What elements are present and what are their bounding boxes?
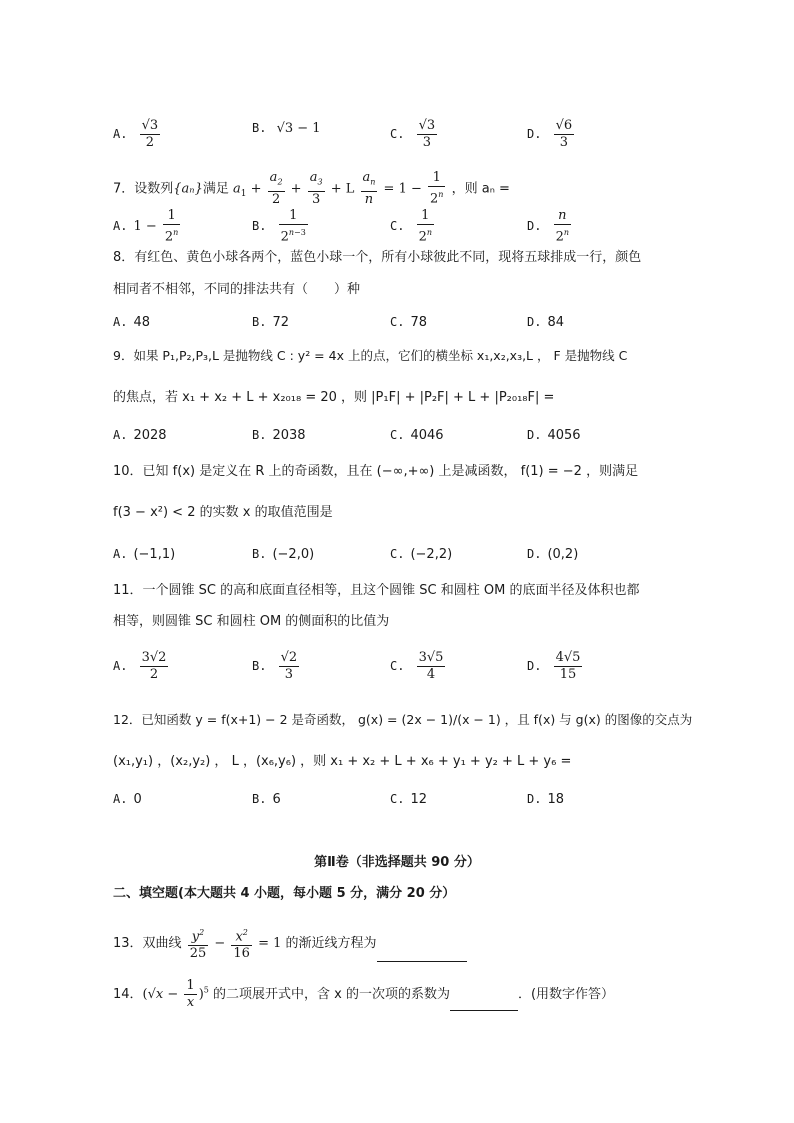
option-label: D. — [527, 127, 542, 141]
option-label: B. — [252, 121, 267, 135]
q12-stem-line2: (x₁,y₁) ，(x₂,y₂) ， L ，(x₆,y₆) ，则 x₁ + x₂ + L + x₆ + y₁ + y₂ + L + y₆ = — [113, 754, 572, 769]
q6-option-c: C. $\frac{√3}{3}$ — [390, 118, 436, 150]
q11-option-a: A. $\frac{3√2}{2}$ — [113, 650, 167, 682]
q12-option-b: B. 6 — [252, 792, 281, 807]
option-label: C. — [390, 127, 405, 141]
q12-option-a: A. 0 — [113, 792, 142, 807]
q12-option-d: D. 18 — [527, 792, 564, 807]
q10-option-c: C. (−2,2) — [390, 547, 453, 562]
q7-stem: 7．设数列{aₙ}满足 $a_1$ + $\frac{a_2}{2}$ + $\frac{a_3}{3}$ + L $\frac{a_n}{n}$ = 1 − $\frac{1}{2^n}$ ，则 aₙ = — [113, 170, 510, 207]
q13-stem: 13．双曲线 $\frac{y^2}{25}$ − $\frac{x^2}{16}$ = 1 的渐近线方程为 — [113, 925, 467, 962]
section2-heading: 二、填空题(本大题共 4 小题，每小题 5 分，满分 20 分） — [113, 886, 456, 901]
q9-option-c: C. 4046 — [390, 428, 444, 443]
q10-option-a: A. (−1,1) — [113, 547, 176, 562]
q12-stem-line1: 12．已知函数 y = f(x+1) − 2 是奇函数， g(x) = (2x − 1)/(x − 1) ，且 f(x) 与 g(x) 的图像的交点为 — [113, 712, 693, 727]
option-label: A. — [113, 127, 128, 141]
q8-option-d: D. 84 — [527, 315, 564, 330]
q10-option-d: D. (0,2) — [527, 547, 579, 562]
q8-option-a: A. 48 — [113, 315, 150, 330]
q9-stem-line1: 9．如果 P₁,P₂,P₃,L 是抛物线 C : y² = 4x 上的点，它们的横坐标 x₁,x₂,x₃,L ， F 是抛物线 C — [113, 348, 628, 363]
q10-stem-line2: f(3 − x²) < 2 的实数 x 的取值范围是 — [113, 505, 333, 520]
q9-option-d: D. 4056 — [527, 428, 581, 443]
q9-option-b: B. 2038 — [252, 428, 306, 443]
q9-stem-line2: 的焦点，若 x₁ + x₂ + L + x₂₀₁₈ = 20 ，则 |P₁F| + |P₂F| + L + |P₂₀₁₈F| = — [113, 390, 555, 405]
part2-title: 第Ⅱ卷（非选择题共 90 分） — [314, 855, 480, 870]
q12-option-c: C. 12 — [390, 792, 427, 807]
q6-option-d: D. $\frac{√6}{3}$ — [527, 118, 573, 150]
q6-option-b: B. √3 − 1 — [252, 121, 321, 136]
q8-stem-line1: 8．有红色、黄色小球各两个，蓝色小球一个，所有小球彼此不同，现将五球排成一行，颜色 — [113, 250, 642, 265]
q8-stem-line2: 相同者不相邻，不同的排法共有（ ）种 — [113, 282, 361, 297]
q8-option-c: C. 78 — [390, 315, 427, 330]
q7-option-c: C. $\frac{1}{2^n}$ — [390, 208, 433, 245]
q8-option-b: B. 72 — [252, 315, 289, 330]
q7-option-a: A. 1 − $\frac{1}{2^n}$ — [113, 208, 179, 245]
q6-option-a: A. $\frac{√3}{2}$ — [113, 118, 159, 150]
q10-stem-line1: 10．已知 f(x) 是定义在 R 上的奇函数，且在 (−∞,+∞) 上是减函数， f(1) = −2 ，则满足 — [113, 464, 639, 479]
answer-blank[interactable] — [377, 947, 467, 962]
q11-option-c: C. $\frac{3√5}{4}$ — [390, 650, 444, 682]
q11-option-d: D. $\frac{4√5}{15}$ — [527, 650, 581, 682]
q11-stem-line1: 11．一个圆锥 SC 的高和底面直径相等，且这个圆锥 SC 和圆柱 OM 的底面半径及体积也都 — [113, 583, 640, 598]
q9-option-a: A. 2028 — [113, 428, 167, 443]
q11-stem-line2: 相等，则圆锥 SC 和圆柱 OM 的侧面积的比值为 — [113, 614, 390, 629]
q10-option-b: B. (−2,0) — [252, 547, 315, 562]
q7-option-b: B. $\frac{1}{2^{n-3}}$ — [252, 208, 306, 245]
q14-stem: 14．(√x − $\frac{1}{x}$ )$^5$ 的二项展开式中，含 x 的一次项的系数为 ．(用数字作答） — [113, 978, 615, 1010]
q7-option-d: D. $\frac{n}{2^n}$ — [527, 208, 570, 245]
q11-option-b: B. $\frac{√2}{3}$ — [252, 650, 298, 682]
answer-blank[interactable] — [450, 996, 518, 1011]
